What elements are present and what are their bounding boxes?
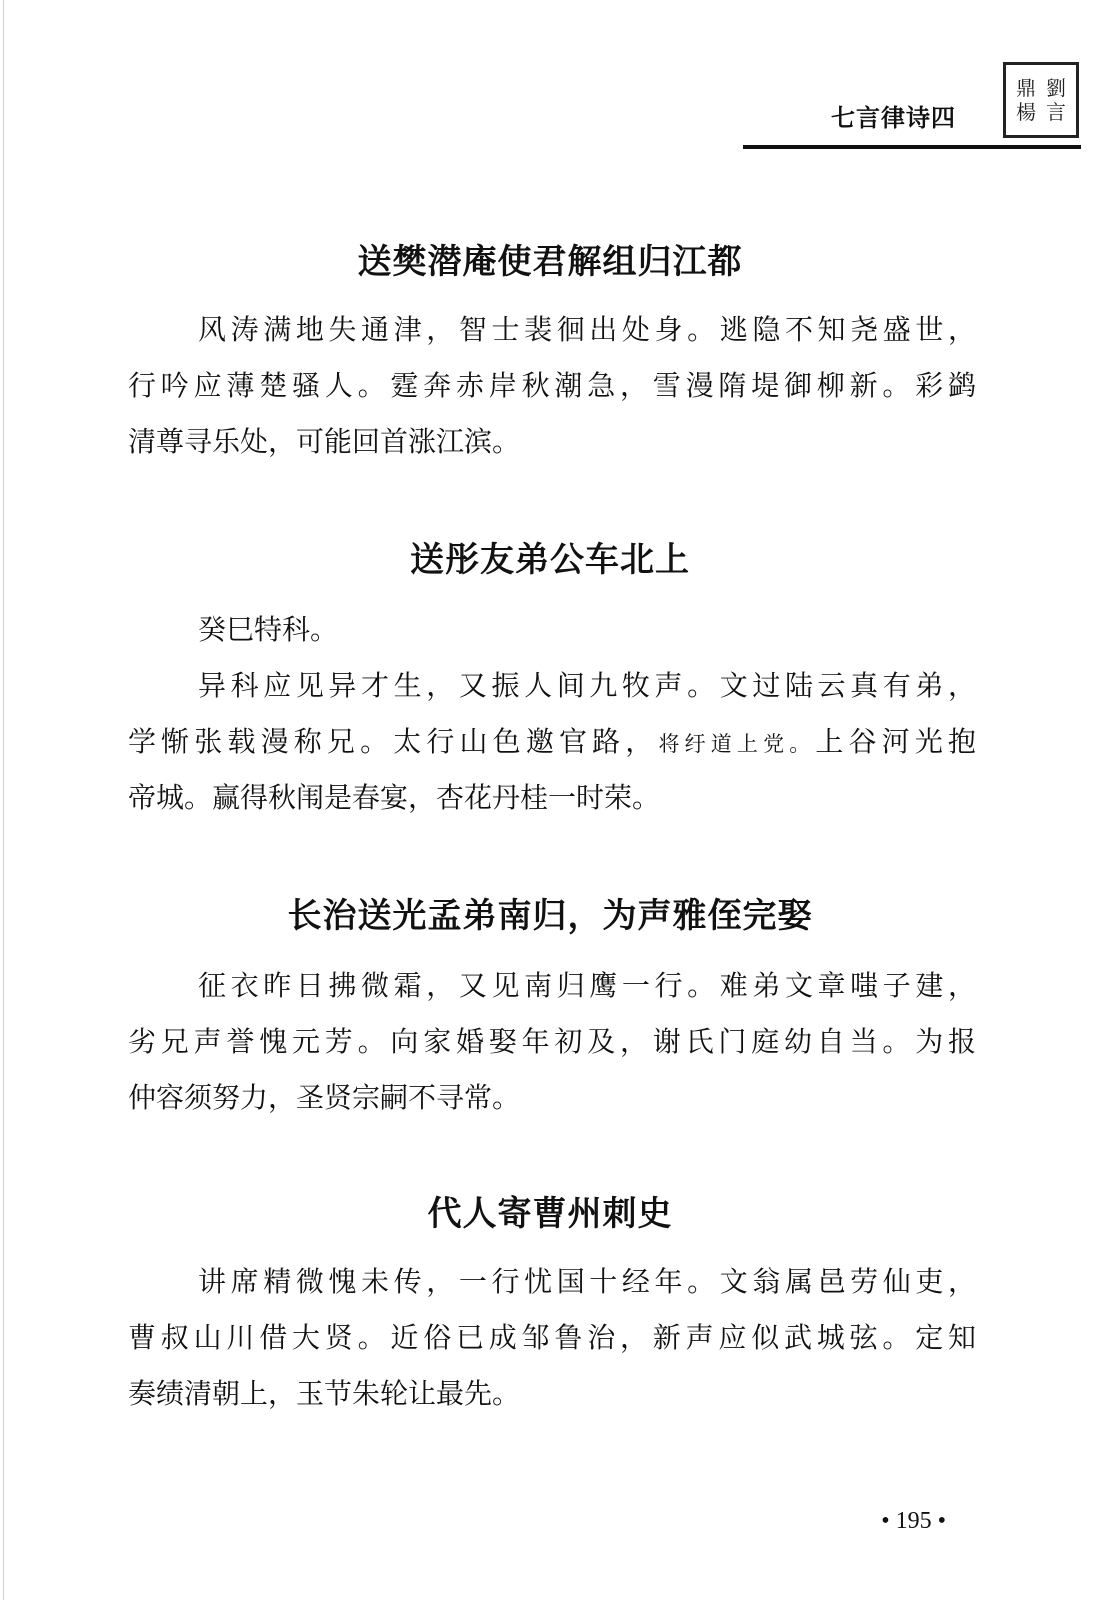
seal-char: 言: [1046, 100, 1066, 124]
poem-line: 征衣昨日拂微霜，又见南归鹰一行。难弟文章嗤子建，: [198, 969, 976, 1002]
poem-note: 将纡道上党。: [658, 732, 816, 756]
poem-title: 送樊潜庵使君解组归江都: [357, 242, 743, 282]
poem-line: 帝城。赢得秋闱是春宴，杏花丹桂一时荣。: [128, 781, 661, 814]
scan-margin-line: [3, 0, 4, 1600]
poem-line-part: 上谷河光抱: [815, 725, 976, 758]
poem-title: 代人寄曹州刺史: [427, 1194, 673, 1234]
page-number: • 195 •: [881, 1508, 946, 1534]
poem-line: 曹叔山川借大贤。近俗已成邹鲁治，新声应似武城弦。定知: [128, 1321, 976, 1354]
seal-char: 劉: [1046, 76, 1066, 100]
poem-title: 送彤友弟公车北上: [410, 540, 690, 580]
seal-char: 鼎: [1016, 76, 1036, 100]
poem-line: 讲席精微愧未传，一行忧国十经年。文翁属邑劳仙吏，: [198, 1265, 976, 1298]
poem-line: 仲容须努力，圣贤宗嗣不寻常。: [128, 1081, 521, 1114]
poem-line: [128, 724, 976, 762]
seal-stamp: [1003, 62, 1079, 138]
poem-line: 劣兄声誉愧元芳。向家婚娶年初及，谢氏门庭幼自当。为报: [128, 1025, 976, 1058]
poem-line: 异科应见异才生，又振人间九牧声。文过陆云真有弟，: [198, 669, 976, 702]
section-title: 七言律诗四: [831, 104, 956, 132]
poem-line-part: 学惭张载漫称兄。太行山色邀官路，: [128, 725, 659, 758]
poem-line: 风涛满地失通津，智士裴徊出处身。逃隐不知尧盛世，: [198, 313, 976, 346]
poem-line: 奏绩清朝上，玉节朱轮让最先。: [128, 1377, 521, 1410]
poem-preface: 癸巳特科。: [198, 613, 339, 646]
seal-char: 楊: [1016, 100, 1036, 124]
poem-line: 行吟应薄楚骚人。霆奔赤岸秋潮急，雪漫隋堤御柳新。彩鹢: [128, 369, 976, 402]
poem-line: 清尊寻乐处，可能回首涨江滨。: [128, 425, 521, 458]
header-rule: [743, 145, 1081, 149]
poem-title: 长治送光孟弟南归，为声雅侄完娶: [287, 896, 813, 936]
